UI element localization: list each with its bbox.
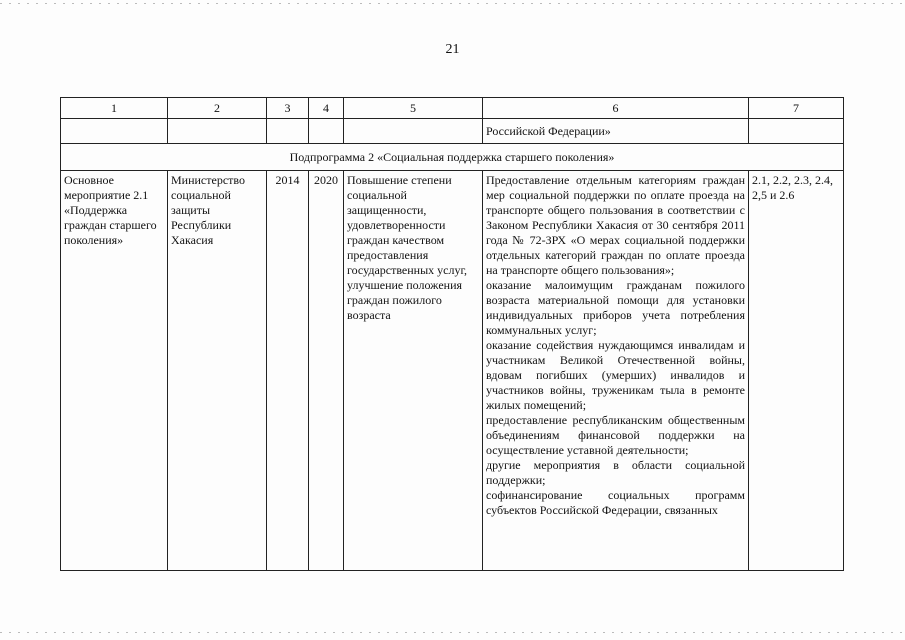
table-row <box>61 171 844 571</box>
continuation-cell-3 <box>267 119 309 144</box>
continuation-cell-2 <box>168 119 267 144</box>
event-cell: Основное мероприятие 2.1 «Поддержка граждан старшего поколения» <box>61 171 168 571</box>
program-table <box>60 97 844 571</box>
header-cell-1: 1 <box>61 98 168 119</box>
year-end-cell: 2020 <box>309 171 344 571</box>
year-start-cell: 2014 <box>267 171 309 571</box>
header-cell-5: 5 <box>344 98 483 119</box>
scan-edge-top <box>0 3 905 4</box>
continuation-cell-7 <box>749 119 844 144</box>
page-number: 21 <box>445 42 460 57</box>
subprogram-row <box>61 144 844 171</box>
scan-edge-bottom <box>0 632 905 633</box>
direction-item: предоставление республиканским общественным объединениям финансовой поддержки на осуществление уставной деятельности; <box>486 413 745 457</box>
subprogram-title: Подпрограмма 2 «Социальная поддержка старшего поколения» <box>61 144 844 171</box>
direction-item: софинансирование социальных программ субъектов Российской Федерации, связанных <box>486 488 745 517</box>
direction-item: Предоставление отдельным категориям граждан мер социальной поддержки по оплате проезда на транспорте общего пользования в соответствии с Законом Республики Хакасия от 30 сентября 2011 года № 72-ЗРХ «О мерах социальной поддержки отдельных категорий граждан по оплате проезда на транспорте общего пользования»; <box>486 173 745 277</box>
expected-result-cell: Повышение степени социальной защищенности, удовлетворенности граждан качеством предоставления государственных услуг, улучшение положения граждан пожилого возраста <box>344 171 483 571</box>
continuation-cell-4 <box>309 119 344 144</box>
directions-cell <box>483 171 749 571</box>
continuation-cell-1 <box>61 119 168 144</box>
header-row <box>61 98 844 119</box>
continuation-cell-5 <box>344 119 483 144</box>
indicators-cell: 2.1, 2.2, 2.3, 2.4, 2,5 и 2.6 <box>749 171 844 571</box>
header-cell-7: 7 <box>749 98 844 119</box>
header-cell-3: 3 <box>267 98 309 119</box>
direction-item: другие мероприятия в области социальной поддержки; <box>486 458 745 487</box>
header-cell-4: 4 <box>309 98 344 119</box>
direction-item: оказание малоимущим гражданам пожилого возраста материальной помощи для установки индивидуальных приборов учета потребления коммунальных услуг; <box>486 278 745 337</box>
continuation-row <box>61 119 844 144</box>
header-cell-6: 6 <box>483 98 749 119</box>
continuation-cell-6: Российской Федерации» <box>483 119 749 144</box>
header-cell-2: 2 <box>168 98 267 119</box>
direction-item: оказание содействия нуждающимся инвалидам и участникам Великой Отечественной войны, вдовам погибших (умерших) инвалидов и участников войны, труженикам тыла в ремонте жилых помещений; <box>486 338 745 412</box>
executor-cell: Министерство социальной защиты Республики Хакасия <box>168 171 267 571</box>
